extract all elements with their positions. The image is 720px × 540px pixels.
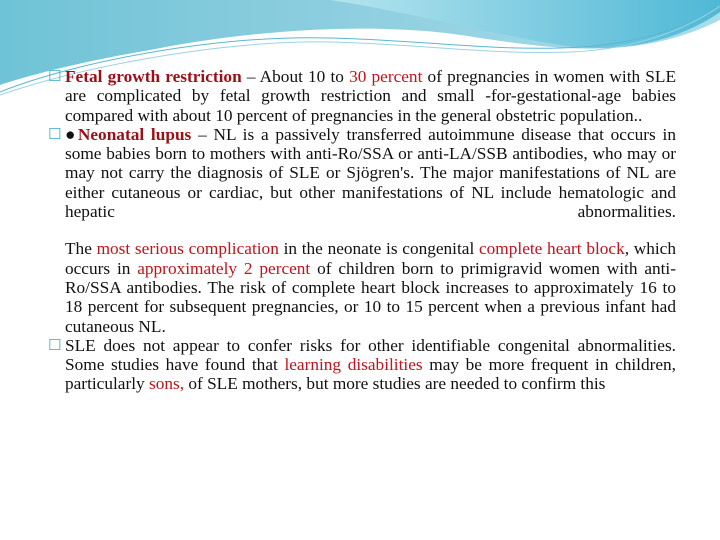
body-text: SLE does not appear to confer risks for other identifiable congenital abnormalities. Some studies have found that bbox=[65, 335, 676, 375]
body-text: – About 10 to bbox=[241, 67, 350, 86]
body-text: of SLE mothers, but more studies are needed to confirm this bbox=[184, 374, 606, 394]
paragraph bbox=[48, 125, 676, 221]
square-bullet-icon: ☐ bbox=[48, 124, 62, 143]
paragraph bbox=[48, 239, 676, 335]
body-text: , which occurs in bbox=[65, 239, 676, 278]
highlighted-text: most serious complication bbox=[96, 239, 279, 259]
highlighted-text: Fetal growth restriction bbox=[65, 67, 242, 86]
highlighted-text: sons, bbox=[148, 374, 185, 394]
square-bullet-icon: ☐ bbox=[48, 67, 62, 85]
highlighted-text: complete heart block bbox=[479, 239, 625, 259]
highlighted-text: learning disabilities bbox=[284, 355, 423, 375]
square-bullet-icon: ☐ bbox=[48, 335, 62, 354]
body-text: may be more frequent in children, particularly bbox=[65, 355, 677, 394]
highlighted-text: Neonatal lupus bbox=[77, 124, 192, 144]
slide-body bbox=[48, 67, 676, 394]
body-text: The bbox=[65, 239, 97, 259]
highlighted-text: approximately 2 percent bbox=[137, 258, 311, 278]
body-text: of children born to primigravid women with anti-Ro/SSA antibodies. The risk of complete heart block increases to approximately 16 to 18 percent for subsequent pregnancies, or 10 to 15 percent when a previous infant had cutaneous NL. bbox=[65, 258, 676, 336]
body-text: – NL is a passively transferred autoimmune disease that occurs in some babies born to mothers with anti-Ro/SSA or anti-LA/SSB antibodies, who may or may not carry the diagnosis of SLE or Sjögren's. The major manifestations of NL are either cutaneous or cardiac, but other manifestations of NL include hematologic and hepatic abnormalities. bbox=[65, 124, 676, 222]
body-text: of pregnancies in women with SLE are complicated by fetal growth restriction and small -for-gestational-age babies compared with about 10 percent of pregnancies in the general obstetric population.. bbox=[65, 67, 677, 125]
highlighted-text: 30 percent bbox=[349, 67, 423, 86]
paragraph bbox=[48, 67, 676, 125]
body-text: ● bbox=[65, 124, 78, 144]
body-text: in the neonate is congenital bbox=[278, 239, 479, 259]
paragraph bbox=[48, 336, 676, 394]
